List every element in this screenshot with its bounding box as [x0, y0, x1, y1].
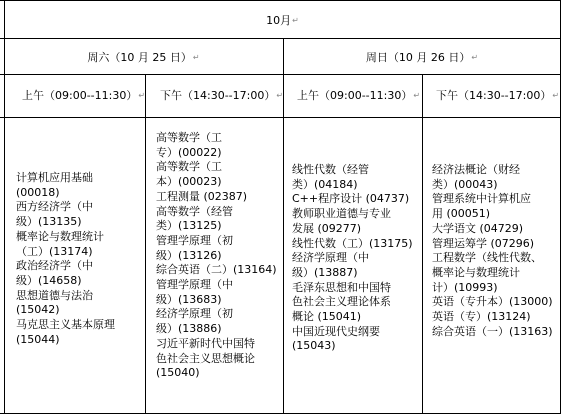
paragraph-mark-icon: ↵ [552, 91, 560, 100]
paragraph-mark-icon: ↵ [292, 16, 299, 25]
course-item: 高等数学（经管 类）(13125) [156, 204, 233, 233]
table-column-divider [145, 75, 146, 414]
course-item: 管理系统中计算机应 用 (00051) [432, 192, 531, 221]
session-header [22, 88, 145, 103]
session-label: 下午（14:30--17:00） [436, 89, 552, 102]
course-item: 计算机应用基础 (00018) [16, 171, 93, 199]
course-item: 管理学原理（初 级）(13126) [156, 233, 233, 262]
table-row-divider [0, 74, 561, 75]
course-item: 综合英语（二）(13164) [156, 263, 277, 277]
course-item: 教师职业道德与专业 发展 (09277) [292, 207, 391, 235]
session-header [160, 88, 283, 103]
course-list-sun-pm [432, 163, 559, 339]
course-item: C++程序设计 (04737) [292, 192, 410, 206]
course-item: 综合英语（一）(13163) [432, 324, 553, 338]
paragraph-mark-icon: ↵ [138, 91, 146, 100]
table-border-top [0, 0, 561, 1]
month-label: 10月 [266, 14, 292, 27]
course-list-sun-am [292, 163, 420, 354]
course-item: 西方经济学（中 级）(13135) [16, 200, 93, 229]
course-item: 马克思主义基本原理 (15044) [16, 318, 115, 346]
course-item: 概率论与数理统计 （工）(13174) [16, 229, 104, 258]
course-item: 工程测量 (02387) [156, 189, 248, 203]
course-item: 高等数学（工 专）(00022) [156, 131, 222, 159]
course-item: 经济法概论（财经 类）(00043) [432, 163, 520, 191]
session-header [297, 88, 420, 103]
day-header-saturday [4, 50, 283, 65]
session-label: 上午（09:00--11:30） [22, 89, 138, 102]
day-label: 周六（10 月 25 日） [87, 51, 192, 64]
course-item: 管理运筹学 (07296) [432, 236, 535, 250]
paragraph-mark-icon: ↵ [413, 91, 421, 100]
session-label: 上午（09:00--11:30） [297, 89, 413, 102]
course-item: 经济学原理（中 级）(13887) [292, 251, 369, 279]
course-item: 习近平新时代中国特 色社会主义思想概论 (15040) [156, 336, 255, 380]
paragraph-mark-icon: ↵ [276, 91, 284, 100]
course-item: 高等数学（工 本）(00023) [156, 160, 222, 189]
course-item: 英语（专升本）(13000) [432, 295, 553, 309]
day-label: 周日（10 月 26 日） [365, 51, 471, 64]
course-item: 毛泽东思想和中国特 色社会主义理论体系 概论 (15041) [292, 280, 391, 324]
course-item: 大学语文 (04729) [432, 221, 524, 235]
table-row-divider [0, 38, 561, 39]
session-header [436, 88, 559, 103]
course-item: 经济学原理（初 级）(13886) [156, 307, 233, 336]
table-border-bottom [0, 413, 561, 414]
day-header-sunday [283, 50, 561, 65]
course-item: 中国近现代史纲要 (15043) [292, 324, 380, 353]
course-item: 思想道德与法治 (15042) [16, 288, 93, 317]
course-item: 线性代数（经管 类）(04184) [292, 163, 369, 191]
course-list-sat-pm [156, 131, 282, 381]
month-header [4, 13, 561, 28]
paragraph-mark-icon: ↵ [192, 53, 200, 62]
table-day-divider [283, 38, 284, 414]
course-item: 英语（专）(13124) [432, 310, 531, 324]
session-label: 下午（14:30--17:00） [160, 89, 276, 102]
table-row-divider [0, 117, 561, 118]
paragraph-mark-icon: ↵ [471, 53, 479, 62]
course-item: 政治经济学（中 级）(14658) [16, 259, 93, 287]
table-column-divider [422, 75, 423, 414]
course-item: 管理学原理（中 级）(13683) [156, 278, 233, 306]
course-item: 线性代数（工）(13175) [292, 236, 413, 250]
course-list-sat-am [16, 171, 142, 347]
course-item: 工程数学（线性代数、 概率论与数理统计 计）(10993) [432, 251, 542, 294]
